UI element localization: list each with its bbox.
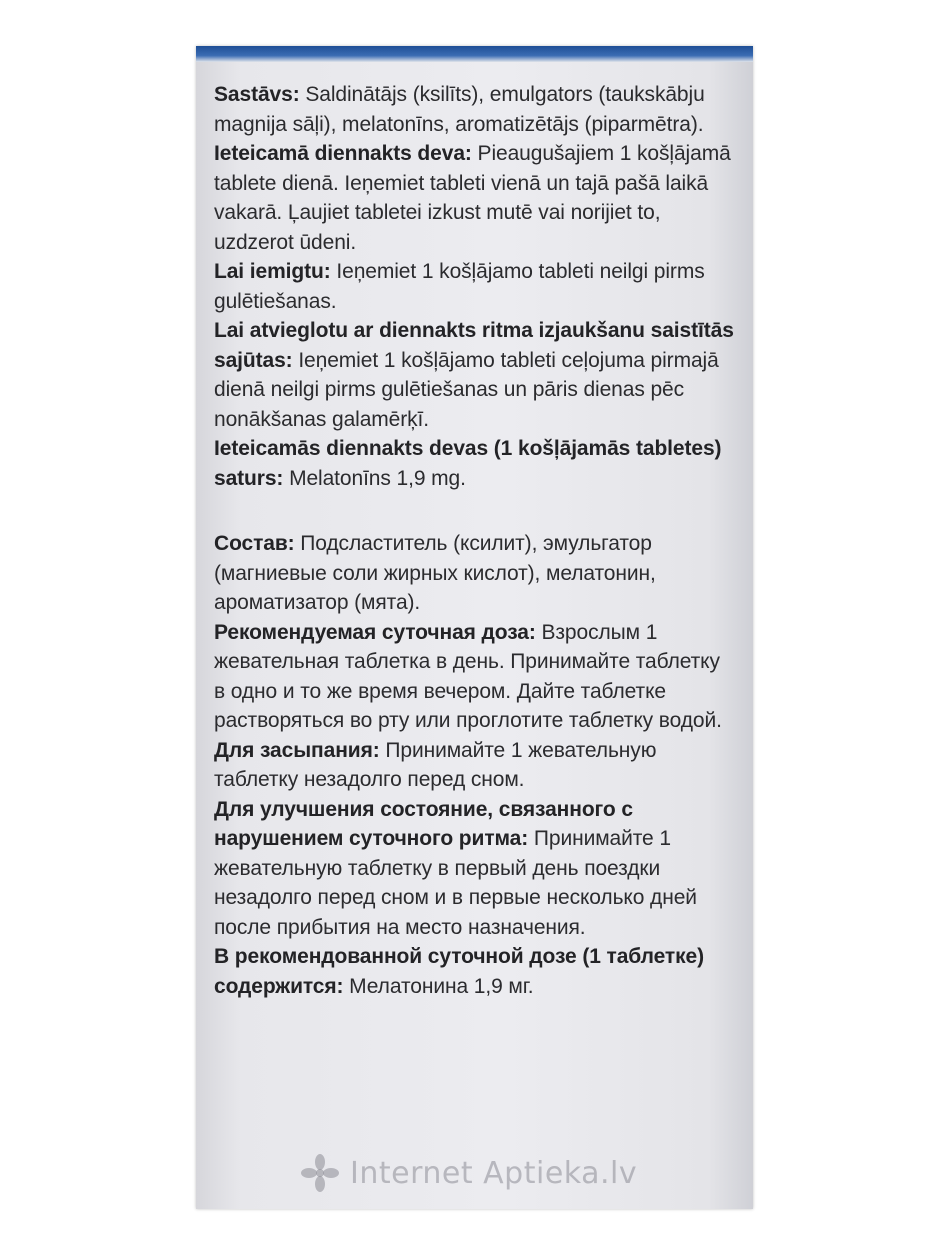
ru-daily-dose [214, 618, 734, 736]
ru-daily-dose-text: Взрослым 1 жевательная таблетка в день. Принимайте таблетку в одно и то же время вечером. Дайте таблетке растворяться во рту или проглотите таблетку водой. [214, 620, 722, 732]
section-divider [214, 493, 734, 529]
lv-composition-text: Saldinātājs (ksilīts), emulgators (taukskābju magnija sāļi), melatonīns, aromatizētājs (piparmētra). [214, 83, 705, 136]
ru-sleep [214, 736, 734, 795]
ru-jetlag-text: Принимайте 1 жевательную таблетку в первый день поездки незадолго перед сном и в первые несколько дней после прибытия на место назначения. [214, 827, 697, 939]
label-text-block [214, 80, 734, 1001]
lv-jetlag [214, 316, 734, 434]
lv-daily-dose-text: Pieaugušajiem 1 košļājamā tablete dienā. Ieņemiet tableti vienā un tajā pašā laikā vakarā. Ļaujiet tabletei izkust mutē vai norijiet to, uzdzerot ūdeni. [214, 142, 731, 254]
lv-daily-dose [214, 139, 734, 257]
ru-content [214, 942, 734, 1001]
lv-sleep-text: Ieņemiet 1 košļājamo tableti neilgi pirms gulētiešanas. [214, 260, 705, 313]
ru-composition [214, 529, 734, 618]
lv-jetlag-text: Ieņemiet 1 košļājamo tableti ceļojuma pirmajā dienā neilgi pirms gulētiešanas un pāris dienas pēc nonākšanas galamērķī. [214, 348, 719, 431]
ru-sleep-label: Для засыпания: [214, 738, 380, 762]
lv-composition-label: Sastāvs: [214, 83, 300, 106]
lv-sleep [214, 257, 734, 316]
ru-sleep-text: Принимайте 1 жевательную таблетку незадолго перед сном. [214, 738, 657, 791]
lv-content-text: Melatonīns 1,9 mg. [283, 466, 466, 490]
lv-sleep-label: Lai iemigtu: [214, 260, 331, 283]
ru-daily-dose-label: Рекомендуемая суточная доза: [214, 620, 536, 644]
lv-daily-dose-label: Ieteicamā diennakts deva: [214, 142, 472, 165]
lv-jetlag-label: Lai atvieglotu ar diennakts ritma izjaukšanu saistītās sajūtas: [214, 319, 734, 372]
package-top-edge [196, 46, 753, 62]
lv-composition [214, 80, 734, 139]
lv-content [214, 434, 734, 493]
ru-content-label: В рекомендованной суточной дозе (1 таблетке) содержится: [214, 945, 704, 998]
ru-composition-text: Подсластитель (ксилит), эмульгатор (магниевые соли жирных кислот), мелатонин, ароматизатор (мята). [214, 532, 656, 614]
watermark-text: Internet Aptieka.lv [350, 1155, 638, 1191]
ru-composition-label: Состав: [214, 532, 295, 555]
lv-content-label: Ieteicamās diennakts devas (1 košļājamās tabletes) saturs: [214, 437, 722, 490]
ru-jetlag [214, 795, 734, 943]
ru-jetlag-label: Для улучшения состояние, связанного с нарушением суточного ритма: [214, 797, 633, 850]
ru-content-text: Мелатонина 1,9 мг. [343, 974, 534, 998]
